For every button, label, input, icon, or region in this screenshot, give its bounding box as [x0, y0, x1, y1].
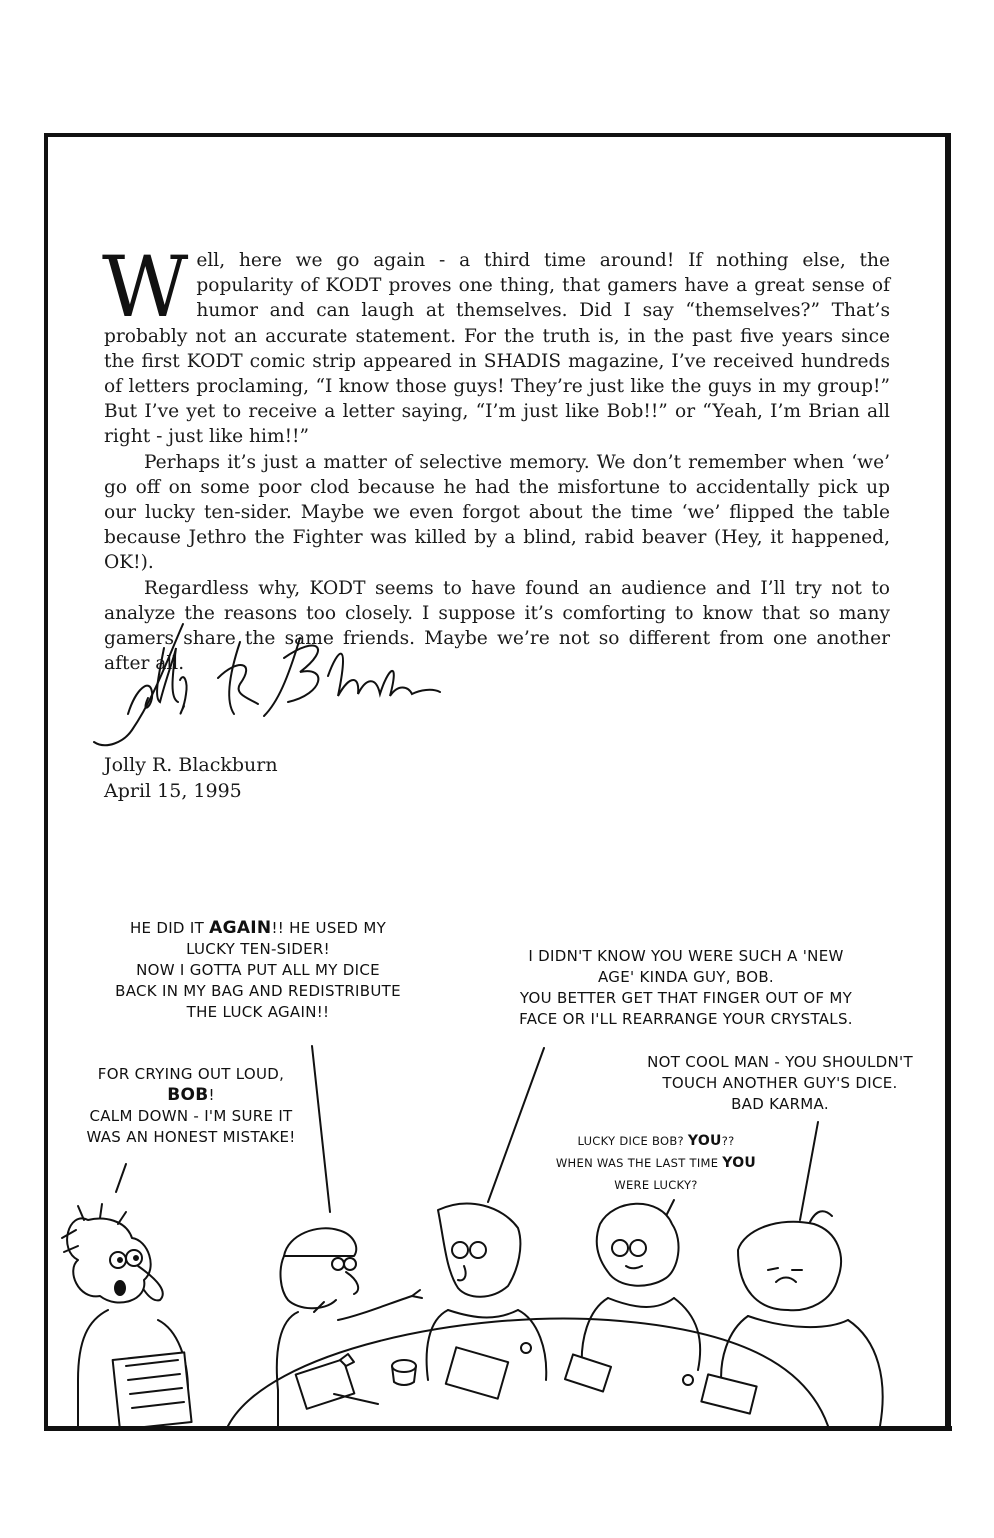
bubble-3-line: YOU BETTER GET THAT FINGER OUT OF MY: [519, 989, 853, 1007]
character-dave: [701, 1211, 882, 1426]
paragraph-3: Regardless why, KODT seems to have found an audience and I’ll try not to analyze the reasons too closely. I suppose it’s comforting to know that so many gamers share the same friends. Maybe we’re not so different from one another after all.: [104, 577, 890, 675]
dice: [521, 1343, 531, 1353]
page-border-top: [44, 133, 951, 137]
bubble-1-line: BACK IN MY BAG AND REDISTRIBUTE: [115, 982, 401, 1000]
handwritten-signature: [88, 618, 448, 758]
bubble-2-line: WAS AN HONEST MISTAKE!: [86, 1128, 296, 1146]
character-sheet: [446, 1347, 508, 1398]
bubble-1-emphasis: AGAIN: [209, 918, 272, 938]
bubble-5-emphasis: YOU: [687, 1133, 722, 1149]
letter-date: April 15, 1995: [104, 780, 242, 802]
drinking-glass: [392, 1360, 416, 1372]
bubble-4-line: TOUCH ANOTHER GUY'S DICE.: [662, 1074, 898, 1092]
character-bob: [277, 1228, 422, 1426]
speech-tail-4: [800, 1122, 818, 1220]
bubble-3-line: I DIDN'T KNOW YOU WERE SUCH A 'NEW: [528, 947, 844, 965]
foreword-letter: [102, 238, 890, 676]
speech-tail-5: [666, 1200, 674, 1216]
bubble-1-text: HE DID IT: [129, 919, 210, 937]
bubble-2-text: !: [208, 1086, 215, 1104]
speech-bubble-3: [486, 946, 886, 1030]
character-sara: [565, 1204, 700, 1392]
bubble-2-emphasis: BOB: [167, 1085, 209, 1105]
bubble-1-line: NOW I GOTTA PUT ALL MY DICE: [136, 961, 380, 979]
speech-tail-1: [312, 1046, 330, 1212]
dice: [683, 1375, 693, 1385]
bubble-5-text: WHEN WAS THE LAST TIME: [555, 1156, 723, 1170]
bubble-2-line: FOR CRYING OUT LOUD,: [97, 1065, 285, 1083]
paragraph-1-text: ell, here we go again - a third time around! If nothing else, the popularity of KODT proves one thing, that gamers have a great sense of humor and can laugh at themselves. Did I say “themselves?” That’s probably not an accurate statement. For the truth is, in the past five years since the first KODT comic strip appeared in SHADIS magazine, I’ve received hundreds of letters proclaming, “I know those guys! They’re just like the guys in my group!” But I’ve yet to receive a letter saying, “I’m just like Bob!!” or “Yeah, I’m Brian all right - just like him!!”: [104, 250, 890, 448]
speech-bubble-1: [98, 918, 418, 1023]
bubble-5-line: WERE LUCKY?: [614, 1178, 698, 1192]
comic-panel-illustration: [48, 1020, 946, 1426]
page-border-bottom: [44, 1426, 952, 1431]
speech-tail-2: [116, 1164, 126, 1192]
character-brian: [62, 1204, 192, 1426]
bubble-5-emphasis: YOU: [722, 1155, 757, 1171]
author-name: Jolly R. Blackburn: [104, 754, 278, 776]
bubble-5-text: LUCKY DICE BOB?: [577, 1134, 688, 1148]
bubble-4-line: BAD KARMA.: [731, 1095, 829, 1113]
bubble-3-line: FACE OR I'LL REARRANGE YOUR CRYSTALS.: [519, 1010, 853, 1028]
pencil: [334, 1394, 378, 1404]
bubble-4-line: NOT COOL MAN - YOU SHOULDN'T: [647, 1053, 913, 1071]
drop-cap: W: [102, 238, 189, 336]
bubble-1-line: THE LUCK AGAIN!!: [186, 1003, 330, 1021]
bubble-1-text: !! HE USED MY: [271, 919, 387, 937]
bubble-5-text: ??: [721, 1134, 735, 1148]
paragraph-2: Perhaps it’s just a matter of selective memory. We don’t remember when ‘we’ go off on some poor clod because he had the misfortune to accidentally pick up our lucky ten-sider. Maybe we even forgot about the time ‘we’ flipped the table because Jethro the Fighter was killed by a blind, rabid beaver (Hey, it happened, OK!).: [104, 451, 890, 574]
bubble-3-line: AGE' KINDA GUY, BOB.: [598, 968, 774, 986]
paragraph-1: [102, 238, 890, 450]
bubble-2-line: CALM DOWN - I'M SURE IT: [89, 1107, 293, 1125]
speech-tail-3: [488, 1048, 544, 1202]
bubble-1-line: LUCKY TEN-SIDER!: [186, 940, 330, 958]
